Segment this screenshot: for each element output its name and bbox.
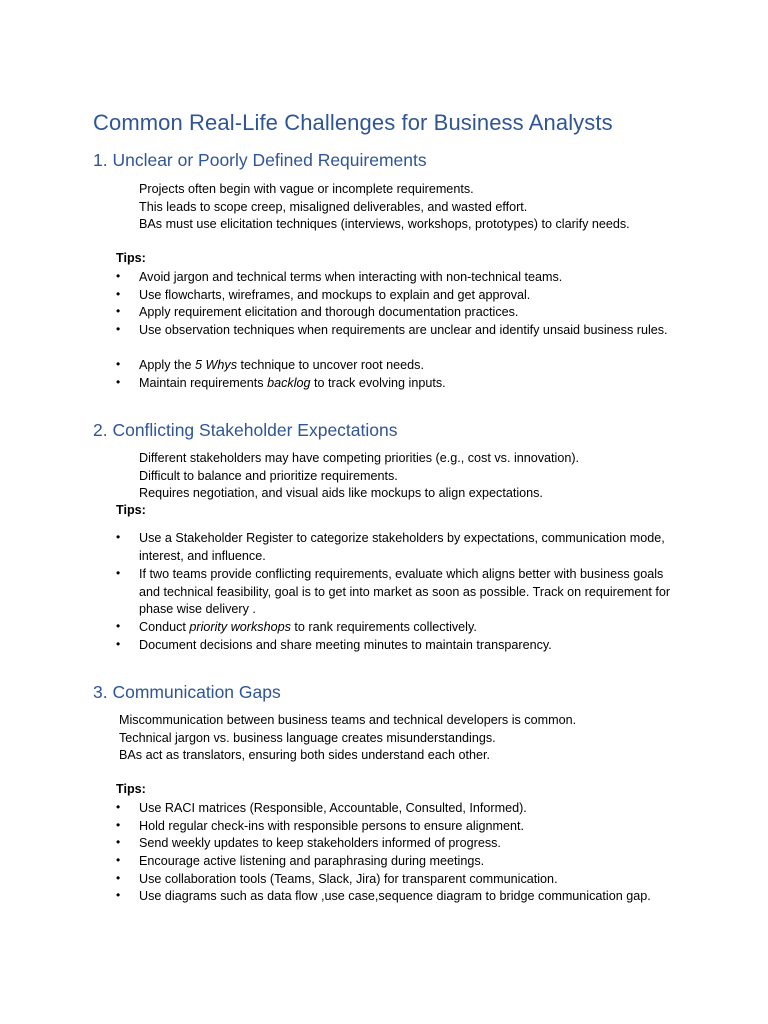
tip-text: Apply the [139, 358, 196, 372]
section-1-intro-line: This leads to scope creep, misaligned deliverables, and wasted effort. [139, 199, 528, 214]
bullet-icon: • [116, 530, 121, 544]
bullet-icon: • [116, 835, 121, 849]
bullet-icon: • [116, 818, 121, 832]
tip-text: technique to uncover root needs. [237, 358, 424, 372]
section-1-intro-line: Projects often begin with vague or incomplete requirements. [139, 182, 474, 196]
bullet-icon: • [116, 871, 121, 885]
tip-emphasis: backlog [267, 376, 311, 390]
section-2-intro-line: Difficult to balance and prioritize requirements. [139, 468, 398, 483]
section-3-heading: 3. Communication Gaps [93, 682, 281, 702]
section-1-intro-line: BAs must use elicitation techniques (interviews, workshops, prototypes) to clarify needs. [139, 217, 630, 231]
tip-text: to track evolving inputs. [310, 376, 446, 390]
section-2-intro-line: Requires negotiation, and visual aids like mockups to align expectations. [139, 486, 543, 500]
section-2-tip: Document decisions and share meeting minutes to maintain transparency. [139, 638, 552, 652]
tip-emphasis: priority workshops [189, 620, 291, 634]
section-1-tip: Use observation techniques when requirements are unclear and identify unsaid business rules. [139, 323, 668, 337]
bullet-icon: • [116, 619, 121, 633]
section-2-tip: Use a Stakeholder Register to categorize stakeholders by expectations, communication mode, interest, and influence. [139, 531, 665, 563]
section-3-tip: Use diagrams such as data flow ,use case,sequence diagram to bridge communication gap. [139, 889, 651, 903]
tip-emphasis: 5 Whys [195, 358, 238, 372]
section-2-tip: If two teams provide conflicting requirements, evaluate which aligns better with business goals and technical feasibility, goal is to get into market as soon as possible. Track on requirement for phase wise delivery . [139, 567, 671, 617]
tip-text: Maintain requirements [139, 376, 268, 390]
tip-text: Conduct [139, 620, 190, 634]
section-1-heading: 1. Unclear or Poorly Defined Requirements [93, 150, 427, 170]
bullet-icon: • [116, 322, 121, 336]
section-1-tip [139, 375, 679, 393]
bullet-icon: • [116, 800, 121, 814]
section-3-tip: Use collaboration tools (Teams, Slack, Jira) for transparent communication. [139, 872, 558, 886]
section-1-tip: Use flowcharts, wireframes, and mockups to explain and get approval. [139, 288, 531, 302]
section-1-tip: Apply requirement elicitation and thorough documentation practices. [139, 305, 519, 319]
section-2-intro-line: Different stakeholders may have competing priorities (e.g., cost vs. innovation). [139, 451, 580, 465]
section-2-tip [139, 619, 679, 637]
section-2-tips-label: Tips: [116, 503, 146, 517]
section-3-tip: Send weekly updates to keep stakeholders informed of progress. [139, 836, 501, 850]
section-3-tip: Hold regular check-ins with responsible persons to ensure alignment. [139, 819, 525, 833]
section-3-tip: Encourage active listening and paraphrasing during meetings. [139, 854, 485, 868]
section-3-intro-line: Miscommunication between business teams and technical developers is common. [119, 713, 577, 727]
section-3-intro-line: Technical jargon vs. business language creates misunderstandings. [119, 730, 496, 745]
bullet-icon: • [116, 853, 121, 867]
bullet-icon: • [116, 269, 121, 283]
bullet-icon: • [116, 637, 121, 651]
section-1-tip: Avoid jargon and technical terms when interacting with non-technical teams. [139, 270, 563, 284]
bullet-icon: • [116, 888, 121, 902]
bullet-icon: • [116, 287, 121, 301]
section-3-tip: Use RACI matrices (Responsible, Accountable, Consulted, Informed). [139, 801, 527, 815]
section-3-tips-label: Tips: [116, 782, 146, 796]
document-title: Common Real-Life Challenges for Business Analysts [93, 110, 613, 135]
section-3-intro-line: BAs act as translators, ensuring both sides understand each other. [119, 748, 491, 762]
tip-text: to rank requirements collectively. [290, 620, 477, 634]
bullet-icon: • [116, 566, 121, 580]
bullet-icon: • [116, 375, 121, 389]
section-1-tips-label: Tips: [116, 251, 146, 265]
section-2-heading: 2. Conflicting Stakeholder Expectations [93, 420, 398, 440]
bullet-icon: • [116, 304, 121, 318]
bullet-icon: • [116, 357, 121, 371]
section-1-tip [139, 357, 679, 375]
